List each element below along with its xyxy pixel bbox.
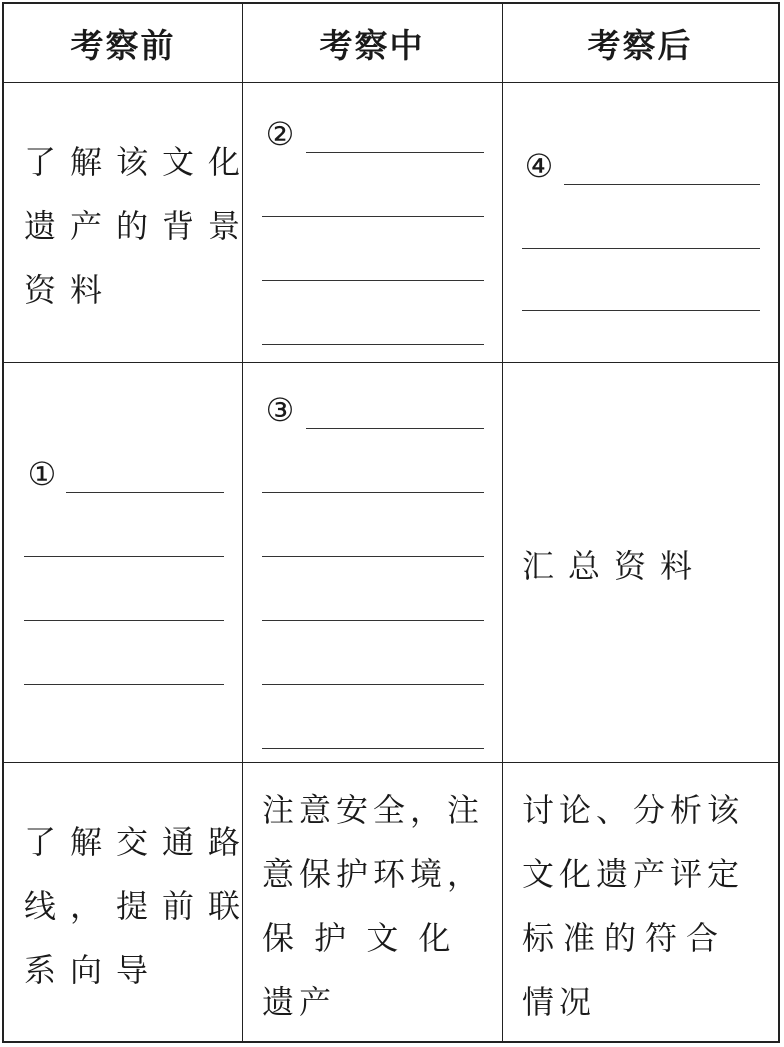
blank-marker-1: ① [27, 455, 57, 493]
blank-line [66, 492, 224, 493]
blank-marker-2: ② [265, 115, 295, 153]
row3-during-line1: 注意安全，注 [262, 791, 485, 829]
row-divider-2 [4, 762, 778, 763]
blank-line [564, 184, 760, 185]
row3-after-line2: 文化遗产评定 [522, 855, 745, 893]
blank-line [262, 216, 484, 217]
blank-line [262, 748, 484, 749]
blank-line [262, 620, 484, 621]
blank-line [24, 684, 224, 685]
blank-marker-4: ④ [524, 147, 554, 185]
blank-marker-3: ③ [265, 391, 295, 429]
blank-line [262, 492, 484, 493]
row3-before-line2: 线，提前联 [24, 887, 255, 925]
row3-after-line1: 讨论、分析该 [522, 791, 745, 829]
header-before: 考察前 [70, 25, 176, 65]
row2-after-line1: 汇总资料 [522, 547, 707, 585]
header-divider [4, 82, 778, 83]
blank-line [24, 620, 224, 621]
blank-line [262, 684, 484, 685]
row3-before-line3: 系向导 [24, 951, 163, 989]
row3-after-line4: 情况 [522, 983, 597, 1021]
row3-during-line4: 遗产 [262, 983, 337, 1021]
row3-during-line3: 保 护 文 化 [262, 919, 456, 957]
blank-line [522, 248, 760, 249]
header-during: 考察中 [319, 25, 425, 65]
header-after: 考察后 [587, 25, 693, 65]
row3-after-line3: 标准的符合 [522, 919, 728, 957]
blank-line [306, 152, 484, 153]
row1-before-line2: 遗产的背景 [24, 207, 255, 245]
row-divider-1 [4, 362, 778, 363]
row1-before-line3: 资料 [24, 271, 117, 309]
blank-line [262, 344, 484, 345]
row3-before-line1: 了解交通路 [24, 823, 255, 861]
blank-line [522, 310, 760, 311]
blank-line [262, 556, 484, 557]
column-divider-2 [502, 4, 503, 1041]
blank-line [262, 280, 484, 281]
row3-during-line2: 意保护环境， [262, 855, 485, 893]
survey-table [2, 2, 780, 1043]
blank-line [24, 556, 224, 557]
row1-before-line1: 了解该文化 [24, 143, 255, 181]
blank-line [306, 428, 484, 429]
